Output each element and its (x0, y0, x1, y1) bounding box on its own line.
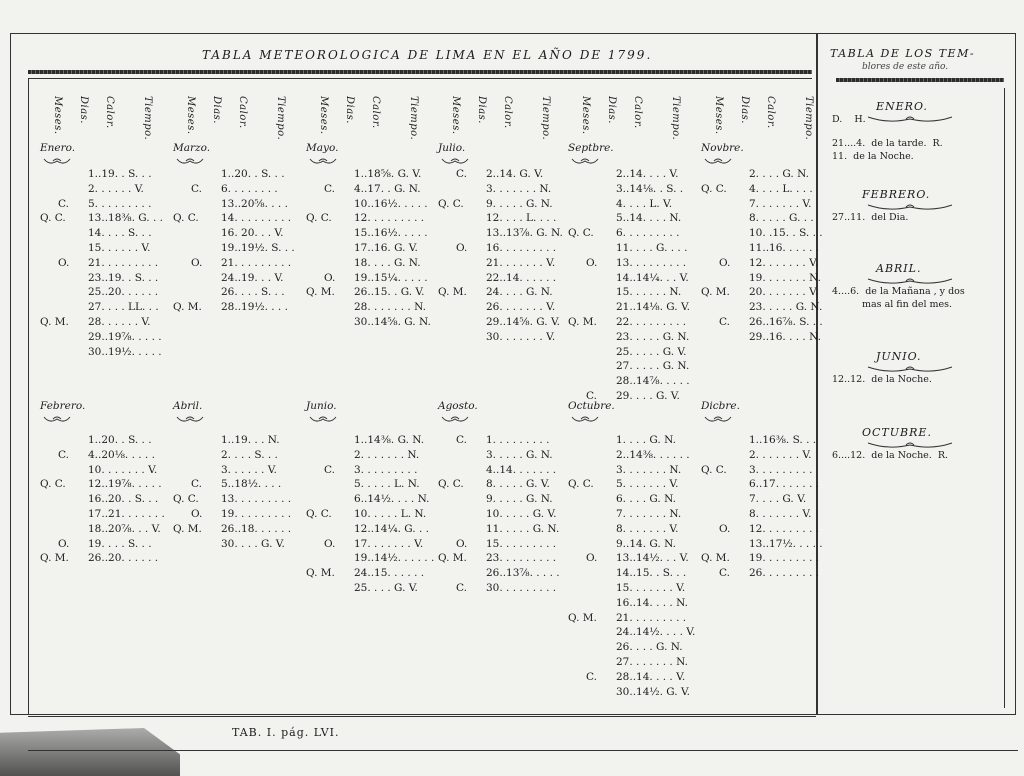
table-row: 2..14⅜. . . . . . (616, 448, 690, 461)
moon-phase: C. (191, 478, 202, 491)
moon-phase: O. (456, 537, 468, 550)
month-name: Dicbre. (701, 400, 740, 412)
flourish-ornament (175, 156, 205, 166)
moon-phase: O. (719, 522, 731, 535)
moon-phase: Q. C. (701, 182, 727, 195)
moon-phase: Q. M. (306, 286, 335, 299)
column-header-3: Tiempo. (540, 96, 551, 141)
table-row: 24..19. . . V. (221, 271, 284, 284)
table-row: 12..14¼. G. . . (354, 522, 429, 535)
table-row: 2..14. G. V. (486, 168, 544, 180)
moon-phase: Q. C. (40, 212, 66, 225)
table-row: 21..14⅛. G. V. (616, 301, 691, 314)
page-footer: TAB. I. pág. LVI. (232, 726, 340, 739)
table-row: 23. . . . . G. N. (749, 301, 823, 314)
table-row: 10. .15. . S. . . (749, 227, 823, 240)
table-row: 30. . . . . . . V. (486, 330, 556, 343)
table-row: 27. . . . . . . N. (616, 656, 688, 668)
table-row: 13. . . . . . . . . (616, 256, 687, 269)
table-row: 28..14. . . . V. (616, 670, 686, 683)
flourish-ornament (175, 414, 205, 424)
table-row: 11..16. . . . . . (749, 242, 820, 254)
table-row: 19. . . . . . . . . (749, 552, 820, 565)
column-header-1: Dias. (476, 96, 487, 124)
table-row: 29..16. . . . N. (749, 330, 821, 343)
table-row: 4..20⅛. . . . . (88, 448, 155, 461)
table-row: 30. . . . . . . . . (486, 582, 557, 594)
bottom-rule (28, 716, 816, 717)
inner-left-rule (28, 78, 29, 715)
table-row: 7. . . . G. V. (749, 493, 807, 506)
moon-phase: Q. C. (306, 508, 332, 520)
top-rule (10, 33, 1014, 34)
table-row: 4..14. . . . . . . (486, 463, 557, 476)
table-row: 28..19½. . . . (221, 301, 288, 314)
table-row: 5..14. . . . N. (616, 212, 682, 225)
table-row: 4. . . . L. . . . (749, 182, 813, 195)
month-name: Novbre. (701, 142, 744, 154)
column-header-3: Tiempo. (408, 96, 419, 141)
table-row: 23..19. . S. . . (88, 271, 159, 284)
table-row: 15. . . . . . . . . (486, 537, 557, 550)
table-row: 28. . . . . . . N. (354, 301, 426, 314)
table-row: 16..14. . . . N. (616, 596, 688, 609)
month-name: Marzo. (173, 142, 211, 154)
table-row: 16..20. . S. . . (88, 493, 159, 506)
month-name: Enero. (40, 142, 76, 154)
tremor-month: JUNIO. (876, 350, 922, 363)
flourish-ornament (308, 156, 338, 166)
month-name: Abril. (173, 400, 203, 412)
column-header-2: Calor. (502, 96, 513, 129)
column-header-0: Meses. (580, 96, 591, 135)
tremor-month: ENERO. (876, 100, 928, 113)
table-row: 30..14½. G. V. (616, 685, 691, 698)
table-row: 15. . . . . . N. (616, 286, 682, 299)
moon-phase: C. (456, 168, 467, 180)
column-header-0: Meses. (450, 96, 461, 135)
moon-phase: O. (719, 256, 731, 269)
flourish-ornament (866, 114, 954, 124)
table-row: 1..20. . S. . . (88, 434, 152, 446)
table-row: 2..14. . . . V. (616, 168, 679, 180)
table-row: 19. . . . . . . N. (749, 271, 821, 284)
inner-top-rule (28, 78, 812, 79)
tremor-entry: 4....6. de la Mañana , y dos (832, 286, 965, 297)
flourish-ornament (440, 156, 470, 166)
table-row: 26. . . . . . . . . (749, 567, 820, 580)
table-row: 7. . . . . . . V. (749, 197, 812, 210)
table-row: 9. . . . . G. N. (486, 493, 553, 506)
table-row: 28. . . . . . V. (88, 316, 151, 328)
flourish-ornament (866, 364, 954, 374)
month-name: Octubre. (568, 400, 615, 412)
table-row: 26. . . . . . . V. (486, 301, 556, 314)
table-row: 13..13⅞. G. N. (486, 227, 563, 240)
table-row: 19..14½. . . . . . (354, 552, 435, 565)
flourish-ornament (440, 414, 470, 424)
moon-phase: O. (58, 256, 70, 269)
column-header-2: Calor. (370, 96, 381, 129)
column-header-1: Dias. (606, 96, 617, 124)
table-row: 21. . . . . . . . . (616, 611, 687, 624)
table-row: 3. . . . . . V. (221, 463, 277, 476)
table-row: 2. . . . . . . N. (354, 448, 420, 461)
moon-phase: C. (191, 182, 202, 195)
table-row: 13..17½. . . . . (749, 537, 823, 550)
moon-phase: Q. C. (438, 197, 464, 210)
side-subtitle: blores de este año. (862, 62, 949, 72)
table-row: 26..20. . . . . . (88, 552, 159, 565)
table-row: 26. . . . S. . . (221, 286, 285, 299)
table-row: 12..19⅞. . . . . (88, 478, 162, 491)
table-row: 29. . . . G. V. (616, 390, 680, 402)
moon-phase: O. (191, 508, 203, 520)
table-row: 13..14½. . . V. (616, 552, 689, 565)
table-row: 17..21. . . . . . . (88, 508, 165, 520)
table-row: 14. . . . . . . . . (221, 212, 292, 225)
table-row: 24..14½. . . . V. (616, 626, 696, 639)
table-row: 1..19. . . N. (221, 434, 280, 446)
table-row: 10. . . . . G. V. (486, 508, 557, 520)
table-row: 5..18½. . . . (221, 478, 282, 491)
month-name: Junio. (306, 400, 337, 412)
table-row: 26..18. . . . . . (221, 522, 292, 535)
table-row: 26..13⅞. . . . . (486, 567, 560, 580)
table-row: 22..14. . . . . . (486, 271, 557, 284)
flourish-ornament (866, 202, 954, 212)
column-header-2: Calor. (104, 96, 115, 129)
moon-phase: Q. M. (438, 286, 467, 299)
moon-phase: Q. M. (40, 552, 69, 565)
table-row: 3. . . . . . . . . (749, 463, 813, 476)
table-row: 19..19½. S. . . (221, 242, 295, 254)
moon-phase: Q. M. (173, 301, 202, 314)
column-header-1: Dias. (211, 96, 222, 124)
moon-phase: C. (719, 567, 730, 580)
column-header-3: Tiempo. (142, 96, 153, 141)
moon-phase: Q. M. (701, 286, 730, 299)
table-row: 29..14⅝. G. V. (486, 316, 561, 328)
footer-rule (28, 750, 1018, 751)
moon-phase: O. (324, 271, 336, 284)
table-row: 26..15. . G. V. (354, 286, 425, 299)
table-row: 5. . . . . . . V. (616, 478, 679, 491)
title-rule-side (836, 78, 1004, 82)
table-row: 15. . . . . . V. (88, 242, 151, 254)
table-row: 12. . . . . . . V. (749, 256, 819, 269)
table-row: 14..14¼. . . V. (616, 271, 689, 284)
table-row: 26. . . . G. N. (616, 641, 683, 654)
month-name: Mayo. (306, 142, 339, 154)
moon-phase: Q. M. (306, 567, 335, 580)
table-row: 1..19. . S. . . (88, 168, 152, 180)
table-row: 4..17. . G. N. (354, 182, 421, 195)
flourish-ornament (703, 156, 733, 166)
table-row: 6. . . . . . . . (221, 182, 278, 195)
flourish-ornament (866, 276, 954, 286)
table-row: 3. . . . . G. N. (486, 448, 553, 461)
table-row: 18. . . . G. N. (354, 256, 421, 269)
moon-phase: Q. M. (701, 552, 730, 565)
moon-phase: Q. C. (701, 463, 727, 476)
tremor-entry: 6....12. de la Noche. R. (832, 450, 949, 461)
table-row: 9. . . . . G. N. (486, 197, 553, 210)
table-row: 6. . . . . . . . . (616, 227, 680, 240)
table-row: 11. . . . . G. N. (486, 522, 560, 535)
column-header-2: Calor. (632, 96, 643, 129)
table-row: 30..19½. . . . . (88, 345, 162, 358)
moon-phase: Q. C. (438, 478, 464, 491)
moon-phase: Q. M. (568, 316, 597, 328)
flourish-ornament (42, 414, 72, 424)
table-row: 7. . . . . . . N. (616, 508, 682, 520)
column-header-0: Meses. (185, 96, 196, 135)
moon-phase: O. (324, 537, 336, 550)
table-row: 1. . . . . . . . . (486, 434, 550, 446)
moon-phase: C. (456, 434, 467, 446)
table-row: 27. . . . . G. N. (616, 360, 690, 373)
moon-phase: Q. M. (40, 316, 69, 328)
moon-phase: Q. M. (568, 611, 597, 624)
table-row: 12. . . . L. . . . (486, 212, 557, 225)
inner-right-rule (1004, 88, 1005, 708)
moon-phase: C. (58, 197, 69, 210)
column-header-1: Dias. (739, 96, 750, 124)
flourish-ornament (570, 414, 600, 424)
table-row: 15..16½. . . . . (354, 227, 428, 240)
table-row: 8. . . . . G. V. (486, 478, 550, 491)
table-row: 25..20. . . . . . (88, 286, 159, 299)
table-row: 17. . . . . . . V. (354, 537, 424, 550)
table-row: 16. 20. . . V. (221, 227, 284, 240)
table-row: 12. . . . . . . . . (749, 522, 820, 535)
moon-phase: Q. C. (40, 478, 66, 491)
table-row: 3. . . . . . . N. (616, 463, 682, 476)
column-header-3: Tiempo. (670, 96, 681, 141)
tremor-month: ABRIL. (876, 262, 922, 275)
table-row: 14..15. . S. . . (616, 567, 687, 580)
table-row: 6..17. . . . . . . (749, 478, 820, 491)
table-row: 3..14⅛. . S. . (616, 182, 684, 195)
table-row: 17..16. G. V. (354, 242, 418, 254)
table-row: 3. . . . . . . . . (354, 463, 418, 476)
table-row: 25. . . . G. V. (354, 582, 418, 594)
column-header-2: Calor. (237, 96, 248, 129)
moon-phase: C. (456, 582, 467, 594)
table-row: 19. . . . S. . . (88, 537, 152, 550)
tremor-month: FEBRERO. (862, 188, 931, 201)
table-row: 10. . . . . . . V. (88, 463, 158, 476)
side-title: TABLA DE LOS TEM- (830, 47, 976, 60)
table-row: 5. . . . . L. N. (354, 478, 420, 491)
moon-phase: C. (324, 463, 335, 476)
table-row: 19. . . . . . . . . (221, 508, 292, 520)
tremor-header: D. H. (832, 114, 866, 125)
flourish-ornament (866, 440, 954, 450)
column-header-3: Tiempo. (803, 96, 814, 141)
tremor-entry: 27..11. del Dia. (832, 212, 909, 223)
table-row: 23. . . . . G. N. (616, 330, 690, 343)
moon-phase: Q. C. (173, 212, 199, 225)
table-row: 8. . . . . . . V. (749, 508, 812, 520)
table-row: 13. . . . . . . . . (221, 493, 292, 506)
table-row: 12. . . . . . . . . (354, 212, 425, 225)
table-row: 20. . . . . . . V. (749, 286, 819, 299)
page-fold-shadow (0, 728, 180, 776)
table-row: 10..16½. . . . . (354, 197, 428, 210)
table-row: 13..20⅝. . . . (221, 197, 288, 210)
table-row: 2. . . . . . . V. (749, 448, 812, 461)
moon-phase: Q. C. (568, 478, 594, 491)
column-header-2: Calor. (765, 96, 776, 129)
table-row: 21. . . . . . . V. (486, 256, 556, 269)
table-row: 2. . . . . . V. (88, 182, 144, 195)
table-row: 10. . . . . L. N. (354, 508, 427, 520)
table-row: 2. . . . S. . . (221, 448, 278, 461)
table-row: 1..14⅜. G. N. (354, 434, 425, 446)
flourish-ornament (42, 156, 72, 166)
table-row: 8. . . . . G. . . (749, 212, 814, 225)
table-row: 11. . . . G. . . . (616, 242, 688, 254)
table-row: 22. . . . . . . . . (616, 316, 687, 328)
moon-phase: O. (191, 256, 203, 269)
table-row: 5. . . . . . . . . (88, 197, 152, 210)
column-header-0: Meses. (52, 96, 63, 135)
moon-phase: C. (324, 182, 335, 195)
page-title: TABLA METEOROLOGICA DE LIMA EN EL AÑO DE 1799. (202, 48, 653, 62)
table-row: 1..18⅝. G. V. (354, 168, 422, 180)
table-row: 6. . . . G. N. (616, 493, 676, 506)
table-row: 2. . . . G. N. (749, 168, 809, 180)
table-row: 18..20⅞. . . V. (88, 522, 161, 535)
table-row: 24..15. . . . . . (354, 567, 425, 580)
moon-phase: C. (586, 670, 597, 683)
table-row: 14. . . . S. . . (88, 227, 152, 240)
table-row: 3. . . . . . . N. (486, 182, 552, 195)
flourish-ornament (570, 156, 600, 166)
table-row: 25. . . . . G. V. (616, 345, 687, 358)
tremor-entry: mas al fin del mes. (862, 299, 953, 310)
table-row: 1..20. . S. . . (221, 168, 285, 180)
moon-phase: O. (586, 256, 598, 269)
column-header-3: Tiempo. (275, 96, 286, 141)
column-header-0: Meses. (713, 96, 724, 135)
moon-phase: Q. C. (173, 493, 199, 506)
moon-phase: O. (456, 242, 468, 254)
month-name: Septbre. (568, 142, 614, 154)
table-row: 1. . . . G. N. (616, 434, 676, 446)
table-row: 23. . . . . . . . . (486, 552, 557, 565)
table-row: 4. . . . L. V. (616, 197, 673, 210)
month-name: Febrero. (40, 400, 86, 412)
table-row: 29..19⅞. . . . . (88, 330, 162, 343)
column-header-1: Dias. (78, 96, 89, 124)
month-name: Julio. (438, 142, 466, 154)
moon-phase: C. (719, 316, 730, 328)
moon-phase: Q. M. (438, 552, 467, 565)
table-row: 24. . . . G. N. (486, 286, 553, 299)
table-row: 26..16⅞. S. . . (749, 316, 823, 328)
month-name: Agosto. (438, 400, 478, 412)
moon-phase: O. (586, 552, 598, 565)
moon-phase: C. (58, 448, 69, 461)
tremor-entry: 21....4. de la tarde. R. (832, 138, 943, 149)
column-header-1: Dias. (344, 96, 355, 124)
table-row: 8. . . . . . . V. (616, 522, 679, 535)
table-row: 19..15¼. . . . . (354, 271, 428, 284)
moon-phase: Q. C. (568, 227, 594, 240)
title-rule-main (28, 70, 812, 74)
table-row: 16. . . . . . . . . (486, 242, 557, 254)
table-row: 27. . . . LL. . . (88, 301, 159, 314)
tremor-month: OCTUBRE. (862, 426, 932, 439)
flourish-ornament (703, 414, 733, 424)
flourish-ornament (308, 414, 338, 424)
table-row: 6..14½. . . . N. (354, 493, 430, 506)
column-header-0: Meses. (318, 96, 329, 135)
table-row: 30. . . . G. V. (221, 537, 285, 550)
moon-phase: Q. M. (173, 522, 202, 535)
moon-phase: C. (586, 390, 597, 402)
table-row: 13..18⅜. G. . . (88, 212, 163, 225)
moon-phase: O. (58, 537, 70, 550)
moon-phase: Q. C. (306, 212, 332, 225)
table-row: 21. . . . . . . . . (88, 256, 159, 269)
table-row: 30..14⅝. G. N. (354, 316, 431, 328)
table-row: 28..14⅞. . . . . (616, 375, 690, 388)
table-row: 1..16⅜. S. . . (749, 434, 817, 446)
tremor-entry: 11. de la Noche. (832, 151, 914, 162)
table-row: 21. . . . . . . . . (221, 256, 292, 269)
table-row: 15. . . . . . . V. (616, 582, 686, 594)
tremor-entry: 12..12. de la Noche. (832, 374, 932, 385)
table-row: 9..14. G. N. (616, 537, 676, 550)
